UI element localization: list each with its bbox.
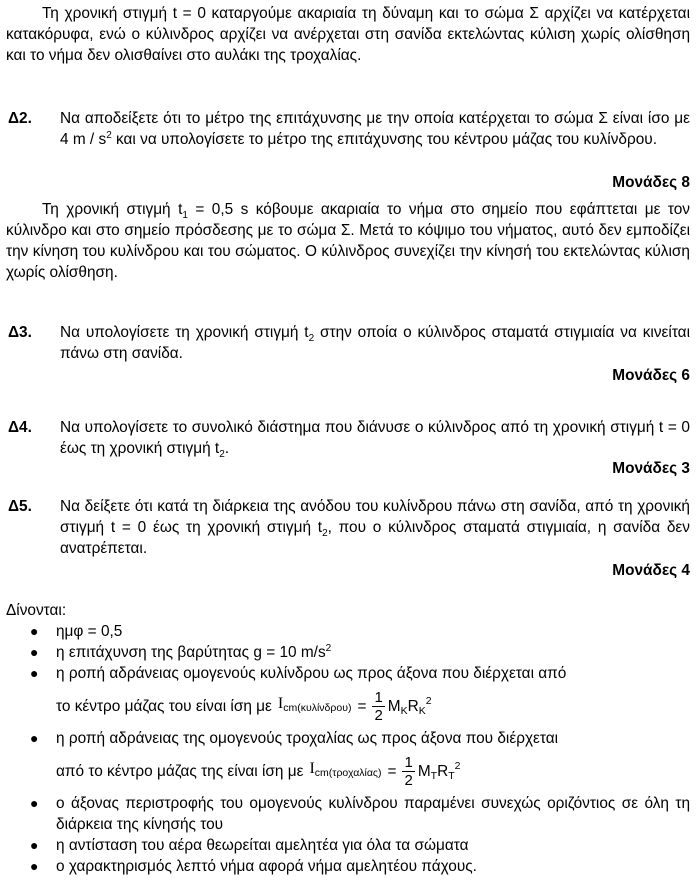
given-item-gravity: ● η επιτάχυνση της βαρύτητας g = 10 $m/s^2$ xyxy=(30,642,332,661)
pulley-formula: από το κέντρο μάζας της είναι ίση με Icm(τροχαλίας) = $\frac{1}{2}$ $M_TR_T^2$ xyxy=(56,753,461,789)
question-d5-text: Να δείξετε ότι κατά τη διάρκεια της ανόδου του κυλίνδρου πάνω στη σανίδα, από τη χρονική στιγμή t = 0 έως τη χρονική στιγμή $t_2$, που ο κύλινδρος σταματά στιγμιαία, η σανίδα δεν ανατρέπεται. xyxy=(60,498,690,557)
given-item-cylinder-inertia: ● η ροπή αδράνειας ομογενούς κυλίνδρου ως προς άξονα που διέρχεται από xyxy=(30,665,567,682)
bullet-icon: ● xyxy=(30,644,39,660)
bullet-icon: ● xyxy=(30,837,39,853)
question-d3-marks: Μονάδες 6 xyxy=(612,367,690,384)
bullet-icon: ● xyxy=(30,665,39,681)
question-d2-text: Να αποδείξετε ότι το μέτρο της επιτάχυνσης με την οποία κατέρχεται το σώμα Σ είναι ίσο με 4 m / $s^2$ και να υπολογίσετε το μέτρο της επιτάχυνσης του κέντρου μάζας του κυλίνδρου. xyxy=(60,110,690,148)
question-d2-marks: Μονάδες 8 xyxy=(612,174,690,191)
cut-paragraph: Τη χρονική στιγμή $t_1 = 0,5$ s κόβουμε ακαριαία το νήμα στο σημείο που εφάπτεται με τον κύλινδρο και στο σημείο πρόσδεσης με το σώμα Σ. Μετά το κόψιμο του νήματος, αυτό δεν εμποδίζει την κίνηση του κυλίνδρου και του σώματος. Ο κύλινδρος συνεχίζει την κίνησή του εκτελώντας κύλιση χωρίς ολίσθηση. xyxy=(6,201,691,281)
given-item-axis: ● ο άξονας περιστροφής του ομογενούς κυλίνδρου παραμένει συνεχώς οριζόντιος σε όλη τη διάρκεια της κίνησής του xyxy=(30,795,690,833)
given-item-cylinder-formula xyxy=(0,684,690,728)
given-title: Δίνονται: xyxy=(6,602,67,619)
bullet-icon: ● xyxy=(30,730,39,746)
given-item-pulley-inertia: ● η ροπή αδράνειας της ομογενούς τροχαλίας ως προς άξονα που διέρχεται xyxy=(30,730,559,747)
question-d5-marks: Μονάδες 4 xyxy=(612,562,690,579)
question-d4-label: Δ4. xyxy=(8,419,32,436)
given-item-thin-string: ● ο χαρακτηρισμός λεπτό νήμα αφορά νήμα αμελητέου πάχους. xyxy=(30,858,477,875)
question-d3-label: Δ3. xyxy=(8,324,32,341)
bullet-icon: ● xyxy=(30,858,39,874)
intro-paragraph: Τη χρονική στιγμή t = 0 καταργούμε ακαριαία τη δύναμη και το σώμα Σ αρχίζει να κατέρχεται κατακόρυφα, ενώ ο κύλινδρος αρχίζει να ανέρχεται στη σανίδα εκτελώντας κύλιση χωρίς ολίσθηση και το νήμα δεν ολισθαίνει στο αυλάκι της τροχαλίας. xyxy=(6,5,690,64)
question-d3-text: Να υπολογίσετε τη χρονική στιγμή $t_2$ στην οποία ο κύλινδρος σταματά στιγμιαία να κινείται πάνω στη σανίδα. xyxy=(60,324,690,362)
given-list xyxy=(0,621,690,877)
fraction-one-half: $\frac{1}{2}$ xyxy=(404,753,413,789)
question-d4-text: Να υπολογίσετε το συνολικό διάστημα που διάνυσε ο κύλινδρος από τη χρονική στιγμή t = 0 έως τη χρονική στιγμή $t_2$. xyxy=(60,419,690,461)
bullet-icon: ● xyxy=(30,795,39,811)
fraction-one-half: $\frac{1}{2}$ xyxy=(374,688,383,724)
cylinder-formula: το κέντρο μάζας του είναι ίση με Icm(κυλίνδρου) = $\frac{1}{2}$ $M_KR_K^2$ xyxy=(56,688,432,724)
given-item-air-resistance: ● η αντίσταση του αέρα θεωρείται αμελητέα για όλα τα σώματα xyxy=(30,837,469,854)
question-d4-marks: Μονάδες 3 xyxy=(612,460,690,477)
bullet-icon: ● xyxy=(30,623,39,639)
given-item-pulley-formula xyxy=(0,749,690,793)
question-d2-label: Δ2. xyxy=(8,110,32,127)
question-d5-label: Δ5. xyxy=(8,498,32,515)
given-item-sinphi: ● ημφ = 0,5 xyxy=(30,623,123,640)
